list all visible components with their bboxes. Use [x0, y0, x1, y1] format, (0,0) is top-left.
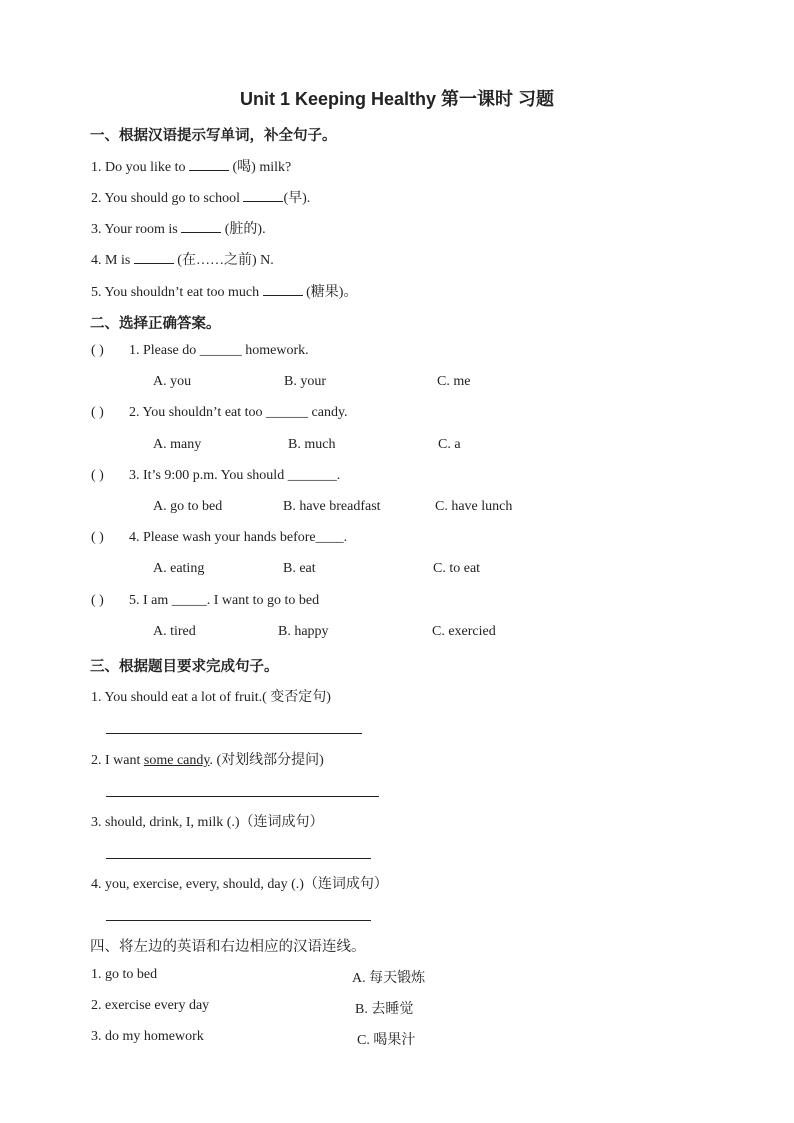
- question-paren[interactable]: ( ): [91, 343, 104, 358]
- option-b[interactable]: B. eat: [283, 561, 316, 576]
- item-text: 2. I want: [91, 753, 144, 768]
- answer-line[interactable]: [106, 733, 362, 734]
- match-right-item[interactable]: B. 去睡觉: [355, 1002, 414, 1017]
- option-a[interactable]: A. tired: [153, 624, 196, 639]
- match-right-item[interactable]: A. 每天锻炼: [352, 971, 426, 986]
- part2-heading: 二、选择正确答案。: [90, 316, 221, 332]
- part1-item: [91, 218, 266, 238]
- option-b[interactable]: B. have breadfast: [283, 499, 381, 514]
- option-c[interactable]: C. to eat: [433, 561, 481, 576]
- option-c[interactable]: C. exercied: [432, 624, 496, 639]
- option-a[interactable]: A. many: [153, 437, 202, 452]
- answer-blank[interactable]: [181, 220, 221, 233]
- page-title: Unit 1 Keeping Healthy 第一课时 习题: [239, 89, 555, 109]
- item-text: 3. Your room is: [91, 222, 182, 237]
- part1-item: [91, 281, 357, 301]
- answer-blank[interactable]: [263, 283, 303, 296]
- item-text: 4. M is: [91, 253, 134, 268]
- question-paren[interactable]: ( ): [91, 405, 104, 420]
- answer-blank[interactable]: [189, 158, 229, 171]
- option-b[interactable]: B. your: [284, 374, 326, 389]
- option-a[interactable]: A. go to bed: [153, 499, 223, 514]
- part3-item: 1. You should eat a lot of fruit.( 变否定句): [91, 690, 331, 705]
- option-b[interactable]: B. much: [288, 437, 336, 452]
- part3-heading: 三、根据题目要求完成句子。: [90, 659, 279, 675]
- part3-item: 3. should, drink, I, milk (.)（连词成句）: [91, 815, 324, 830]
- item-hint: (脏的).: [221, 222, 266, 237]
- match-left-item[interactable]: 3. do my homework: [91, 1029, 204, 1044]
- answer-line[interactable]: [106, 920, 371, 921]
- question-stem: 1. Please do ______ homework.: [129, 343, 309, 358]
- question-stem: 5. I am _____. I want to go to bed: [129, 593, 320, 608]
- option-c[interactable]: C. a: [438, 437, 461, 452]
- option-c[interactable]: C. me: [437, 374, 471, 389]
- option-c[interactable]: C. have lunch: [435, 499, 513, 514]
- answer-blank[interactable]: [134, 251, 174, 264]
- part1-item: [91, 156, 291, 176]
- question-stem: 4. Please wash your hands before____.: [129, 530, 348, 545]
- part1-item: [91, 249, 274, 269]
- item-hint: (喝) milk?: [229, 160, 292, 175]
- item-hint: (在……之前) N.: [173, 253, 274, 268]
- match-left-item[interactable]: 1. go to bed: [91, 967, 158, 982]
- part4-heading: 四、将左边的英语和右边相应的汉语连线。: [90, 939, 366, 955]
- underlined-phrase: some candy: [143, 753, 210, 768]
- question-stem: 3. It’s 9:00 p.m. You should _______.: [129, 468, 341, 483]
- question-paren[interactable]: ( ): [91, 530, 104, 545]
- item-text: 1. Do you like to: [91, 160, 189, 175]
- option-a[interactable]: A. eating: [153, 561, 205, 576]
- answer-line[interactable]: [106, 858, 371, 859]
- match-left-item[interactable]: 2. exercise every day: [91, 998, 210, 1013]
- option-a[interactable]: A. you: [153, 374, 192, 389]
- part1-heading: 一、根据汉语提示写单词，补全句子。: [90, 128, 337, 144]
- part1-item: [91, 187, 310, 207]
- part3-item: [91, 749, 324, 769]
- item-text: 2. You should go to school: [91, 191, 244, 206]
- item-text: 5. You shouldn’t eat too much: [91, 285, 263, 300]
- answer-line[interactable]: [106, 796, 379, 797]
- question-paren[interactable]: ( ): [91, 593, 104, 608]
- question-stem: 2. You shouldn’t eat too ______ candy.: [129, 405, 348, 420]
- question-paren[interactable]: ( ): [91, 468, 104, 483]
- answer-blank[interactable]: [243, 189, 283, 202]
- item-hint: (糖果)。: [302, 285, 358, 300]
- match-right-item[interactable]: C. 喝果汁: [357, 1033, 416, 1048]
- item-instruction: . (对划线部分提问): [209, 753, 324, 768]
- part3-item: 4. you, exercise, every, should, day (.)（连词成句）: [91, 877, 388, 892]
- option-b[interactable]: B. happy: [278, 624, 329, 639]
- item-hint: (早).: [283, 191, 311, 206]
